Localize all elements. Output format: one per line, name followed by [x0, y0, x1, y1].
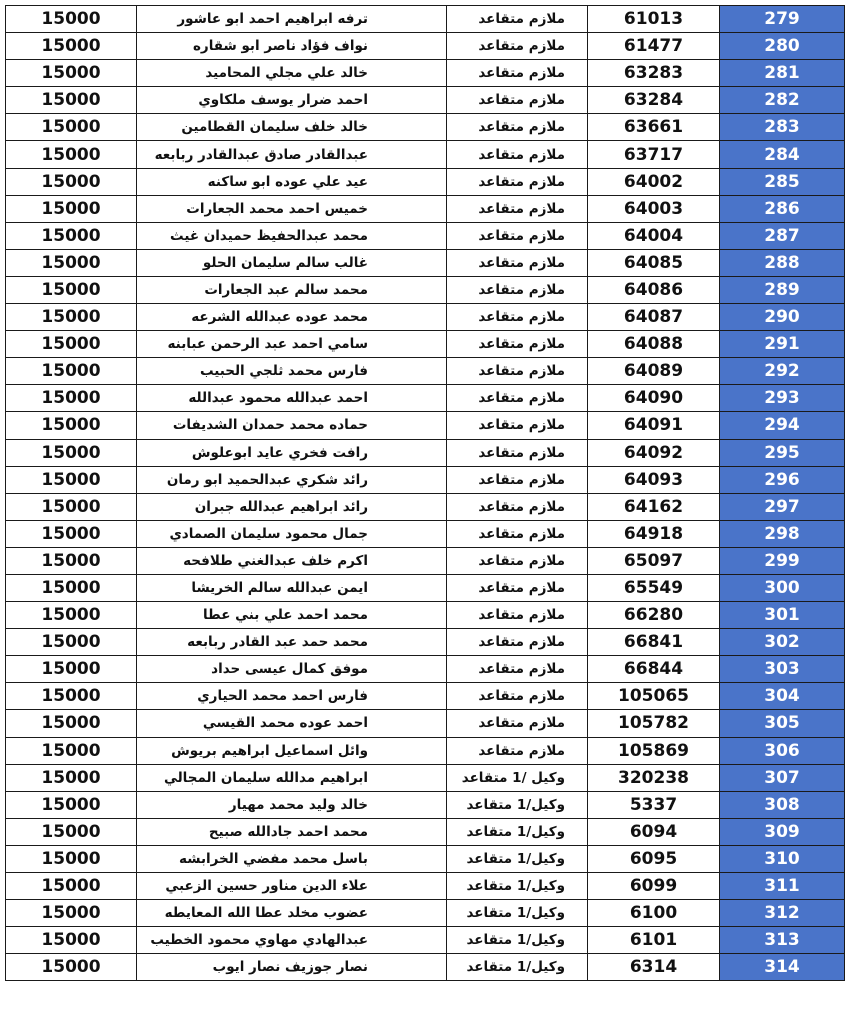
name-cell: محمد احمد جادالله صبيح [137, 818, 447, 845]
rank-cell: ملازم متقاعد [447, 629, 588, 656]
amount-cell: 15000 [6, 927, 137, 954]
table-row [6, 385, 845, 412]
military-number-cell: 64088 [588, 331, 720, 358]
sequence-cell: 282 [720, 87, 845, 114]
name-cell: عضوب مخلد عطا الله المعايطه [137, 900, 447, 927]
table-row [6, 358, 845, 385]
amount-cell: 15000 [6, 385, 137, 412]
rank-cell: وكيل /1 متقاعد [447, 764, 588, 791]
table-row [6, 900, 845, 927]
rank-cell: ملازم متقاعد [447, 60, 588, 87]
rank-cell: ملازم متقاعد [447, 6, 588, 33]
table-row [6, 114, 845, 141]
name-cell: علاء الدين مناور حسين الزعبي [137, 873, 447, 900]
military-number-cell: 6099 [588, 873, 720, 900]
sequence-cell: 280 [720, 33, 845, 60]
military-number-cell: 63661 [588, 114, 720, 141]
amount-cell: 15000 [6, 602, 137, 629]
rank-cell: ملازم متقاعد [447, 602, 588, 629]
sequence-cell: 299 [720, 547, 845, 574]
military-number-cell: 64918 [588, 520, 720, 547]
amount-cell: 15000 [6, 168, 137, 195]
rank-cell: ملازم متقاعد [447, 249, 588, 276]
military-number-cell: 64162 [588, 493, 720, 520]
rank-cell: ملازم متقاعد [447, 358, 588, 385]
military-number-cell: 63717 [588, 141, 720, 168]
sequence-cell: 308 [720, 791, 845, 818]
rank-cell: ملازم متقاعد [447, 114, 588, 141]
rank-cell: ملازم متقاعد [447, 412, 588, 439]
rank-cell: وكيل/1 متقاعد [447, 900, 588, 927]
amount-cell: 15000 [6, 222, 137, 249]
amount-cell: 15000 [6, 954, 137, 981]
table-row [6, 195, 845, 222]
rank-cell: ملازم متقاعد [447, 276, 588, 303]
amount-cell: 15000 [6, 466, 137, 493]
name-cell: خميس احمد محمد الجعارات [137, 195, 447, 222]
amount-cell: 15000 [6, 574, 137, 601]
sequence-cell: 314 [720, 954, 845, 981]
sequence-cell: 303 [720, 656, 845, 683]
sequence-cell: 311 [720, 873, 845, 900]
amount-cell: 15000 [6, 900, 137, 927]
sequence-cell: 283 [720, 114, 845, 141]
name-cell: سامي احمد عبد الرحمن عبابنه [137, 331, 447, 358]
name-cell: رائد شكري عبدالحميد ابو رمان [137, 466, 447, 493]
military-number-cell: 64087 [588, 304, 720, 331]
amount-cell: 15000 [6, 764, 137, 791]
sequence-cell: 287 [720, 222, 845, 249]
military-number-cell: 64002 [588, 168, 720, 195]
sequence-cell: 300 [720, 574, 845, 601]
rank-cell: ملازم متقاعد [447, 304, 588, 331]
table-row [6, 520, 845, 547]
military-number-cell: 65549 [588, 574, 720, 601]
amount-cell: 15000 [6, 6, 137, 33]
table-row [6, 954, 845, 981]
rank-cell: ملازم متقاعد [447, 331, 588, 358]
name-cell: احمد عبدالله محمود عبدالله [137, 385, 447, 412]
amount-cell: 15000 [6, 195, 137, 222]
table-row [6, 304, 845, 331]
rank-cell: ملازم متقاعد [447, 683, 588, 710]
rank-cell: وكيل/1 متقاعد [447, 818, 588, 845]
amount-cell: 15000 [6, 791, 137, 818]
table-row [6, 547, 845, 574]
table-row [6, 710, 845, 737]
name-cell: احمد عوده محمد القيسي [137, 710, 447, 737]
table-row [6, 331, 845, 358]
amount-cell: 15000 [6, 737, 137, 764]
sequence-cell: 294 [720, 412, 845, 439]
table-row [6, 6, 845, 33]
table-row [6, 574, 845, 601]
military-number-cell: 6095 [588, 845, 720, 872]
rank-cell: وكيل/1 متقاعد [447, 791, 588, 818]
table-row [6, 466, 845, 493]
military-number-cell: 105869 [588, 737, 720, 764]
name-cell: فارس محمد ثلجي الحبيب [137, 358, 447, 385]
amount-cell: 15000 [6, 141, 137, 168]
sequence-cell: 307 [720, 764, 845, 791]
military-number-cell: 64086 [588, 276, 720, 303]
rank-cell: ملازم متقاعد [447, 385, 588, 412]
name-cell: محمد عبدالحفيظ حميدان غيث [137, 222, 447, 249]
table-row [6, 493, 845, 520]
table-row [6, 222, 845, 249]
name-cell: ترفه ابراهيم احمد ابو عاشور [137, 6, 447, 33]
name-cell: عبدالهادي مهاوي محمود الخطيب [137, 927, 447, 954]
name-cell: ابراهيم مدالله سليمان المجالي [137, 764, 447, 791]
military-number-cell: 64003 [588, 195, 720, 222]
amount-cell: 15000 [6, 276, 137, 303]
sequence-cell: 286 [720, 195, 845, 222]
military-number-cell: 64089 [588, 358, 720, 385]
rank-cell: وكيل/1 متقاعد [447, 873, 588, 900]
name-cell: جمال محمود سليمان الصمادي [137, 520, 447, 547]
military-number-cell: 6101 [588, 927, 720, 954]
military-number-cell: 64091 [588, 412, 720, 439]
table-row [6, 791, 845, 818]
table-row [6, 602, 845, 629]
military-number-cell: 105782 [588, 710, 720, 737]
name-cell: خالد خلف سليمان القطامين [137, 114, 447, 141]
rank-cell: ملازم متقاعد [447, 466, 588, 493]
sequence-cell: 302 [720, 629, 845, 656]
amount-cell: 15000 [6, 439, 137, 466]
amount-cell: 15000 [6, 818, 137, 845]
name-cell: محمد حمد عبد القادر ربابعه [137, 629, 447, 656]
rank-cell: ملازم متقاعد [447, 710, 588, 737]
amount-cell: 15000 [6, 656, 137, 683]
military-number-cell: 6094 [588, 818, 720, 845]
amount-cell: 15000 [6, 845, 137, 872]
rank-cell: ملازم متقاعد [447, 141, 588, 168]
name-cell: وائل اسماعيل ابراهيم بريوش [137, 737, 447, 764]
sequence-cell: 304 [720, 683, 845, 710]
name-cell: اكرم خلف عبدالغني طلافحه [137, 547, 447, 574]
military-number-cell: 65097 [588, 547, 720, 574]
sequence-cell: 298 [720, 520, 845, 547]
rank-cell: ملازم متقاعد [447, 195, 588, 222]
military-number-cell: 64004 [588, 222, 720, 249]
sequence-cell: 279 [720, 6, 845, 33]
sequence-cell: 288 [720, 249, 845, 276]
table-row [6, 87, 845, 114]
table-row [6, 249, 845, 276]
amount-cell: 15000 [6, 629, 137, 656]
table-row [6, 656, 845, 683]
sequence-cell: 301 [720, 602, 845, 629]
sequence-cell: 295 [720, 439, 845, 466]
rank-cell: ملازم متقاعد [447, 737, 588, 764]
name-cell: احمد ضرار يوسف ملكاوي [137, 87, 447, 114]
amount-cell: 15000 [6, 87, 137, 114]
table-row [6, 412, 845, 439]
table-row [6, 168, 845, 195]
military-number-cell: 61477 [588, 33, 720, 60]
military-number-cell: 105065 [588, 683, 720, 710]
name-cell: نواف فؤاد ناصر ابو شقاره [137, 33, 447, 60]
name-cell: حماده محمد حمدان الشديفات [137, 412, 447, 439]
rank-cell: ملازم متقاعد [447, 168, 588, 195]
military-number-cell: 66844 [588, 656, 720, 683]
name-cell: عبدالقادر صادق عبدالقادر ربابعه [137, 141, 447, 168]
sequence-cell: 312 [720, 900, 845, 927]
sequence-cell: 281 [720, 60, 845, 87]
military-number-cell: 63284 [588, 87, 720, 114]
military-number-cell: 64092 [588, 439, 720, 466]
amount-cell: 15000 [6, 249, 137, 276]
sequence-cell: 296 [720, 466, 845, 493]
rank-cell: وكيل/1 متقاعد [447, 954, 588, 981]
name-cell: فارس احمد محمد الحياري [137, 683, 447, 710]
name-cell: موفق كمال عيسى حداد [137, 656, 447, 683]
sequence-cell: 289 [720, 276, 845, 303]
amount-cell: 15000 [6, 547, 137, 574]
rank-cell: ملازم متقاعد [447, 493, 588, 520]
sequence-cell: 284 [720, 141, 845, 168]
military-number-cell: 320238 [588, 764, 720, 791]
amount-cell: 15000 [6, 412, 137, 439]
name-cell: عيد علي عوده ابو ساكنه [137, 168, 447, 195]
rank-cell: ملازم متقاعد [447, 33, 588, 60]
table-row [6, 764, 845, 791]
rank-cell: وكيل/1 متقاعد [447, 927, 588, 954]
military-number-cell: 5337 [588, 791, 720, 818]
table-row [6, 873, 845, 900]
roster-body [6, 6, 845, 981]
roster-table [5, 5, 845, 981]
amount-cell: 15000 [6, 33, 137, 60]
sequence-cell: 313 [720, 927, 845, 954]
sequence-cell: 292 [720, 358, 845, 385]
rank-cell: ملازم متقاعد [447, 520, 588, 547]
rank-cell: ملازم متقاعد [447, 222, 588, 249]
table-row [6, 737, 845, 764]
amount-cell: 15000 [6, 114, 137, 141]
rank-cell: ملازم متقاعد [447, 87, 588, 114]
rank-cell: ملازم متقاعد [447, 574, 588, 601]
military-number-cell: 64093 [588, 466, 720, 493]
amount-cell: 15000 [6, 60, 137, 87]
table-row [6, 60, 845, 87]
military-number-cell: 61013 [588, 6, 720, 33]
amount-cell: 15000 [6, 493, 137, 520]
table-row [6, 818, 845, 845]
sequence-cell: 310 [720, 845, 845, 872]
table-row [6, 276, 845, 303]
table-row [6, 33, 845, 60]
name-cell: باسل محمد مفضي الخرابشه [137, 845, 447, 872]
name-cell: ايمن عبدالله سالم الخريشا [137, 574, 447, 601]
military-number-cell: 64085 [588, 249, 720, 276]
military-number-cell: 6100 [588, 900, 720, 927]
name-cell: غالب سالم سليمان الحلو [137, 249, 447, 276]
name-cell: رافت فخري عايد ابوعلوش [137, 439, 447, 466]
military-number-cell: 64090 [588, 385, 720, 412]
military-number-cell: 63283 [588, 60, 720, 87]
amount-cell: 15000 [6, 710, 137, 737]
sequence-cell: 305 [720, 710, 845, 737]
rank-cell: ملازم متقاعد [447, 439, 588, 466]
table-row [6, 927, 845, 954]
amount-cell: 15000 [6, 683, 137, 710]
roster-sheet [5, 5, 844, 981]
amount-cell: 15000 [6, 873, 137, 900]
name-cell: محمد عوده عبدالله الشرعه [137, 304, 447, 331]
sequence-cell: 306 [720, 737, 845, 764]
military-number-cell: 66841 [588, 629, 720, 656]
amount-cell: 15000 [6, 331, 137, 358]
table-row [6, 629, 845, 656]
rank-cell: ملازم متقاعد [447, 656, 588, 683]
table-row [6, 439, 845, 466]
name-cell: خالد وليد محمد مهيار [137, 791, 447, 818]
name-cell: محمد سالم عبد الجعارات [137, 276, 447, 303]
table-row [6, 845, 845, 872]
rank-cell: وكيل/1 متقاعد [447, 845, 588, 872]
name-cell: نصار جوزيف نصار ايوب [137, 954, 447, 981]
name-cell: رائد ابراهيم عبدالله جبران [137, 493, 447, 520]
sequence-cell: 290 [720, 304, 845, 331]
table-row [6, 141, 845, 168]
table-row [6, 683, 845, 710]
amount-cell: 15000 [6, 520, 137, 547]
rank-cell: ملازم متقاعد [447, 547, 588, 574]
name-cell: محمد احمد علي بني عطا [137, 602, 447, 629]
name-cell: خالد علي مجلي المحاميد [137, 60, 447, 87]
sequence-cell: 285 [720, 168, 845, 195]
military-number-cell: 6314 [588, 954, 720, 981]
amount-cell: 15000 [6, 304, 137, 331]
sequence-cell: 297 [720, 493, 845, 520]
sequence-cell: 293 [720, 385, 845, 412]
sequence-cell: 309 [720, 818, 845, 845]
amount-cell: 15000 [6, 358, 137, 385]
military-number-cell: 66280 [588, 602, 720, 629]
sequence-cell: 291 [720, 331, 845, 358]
